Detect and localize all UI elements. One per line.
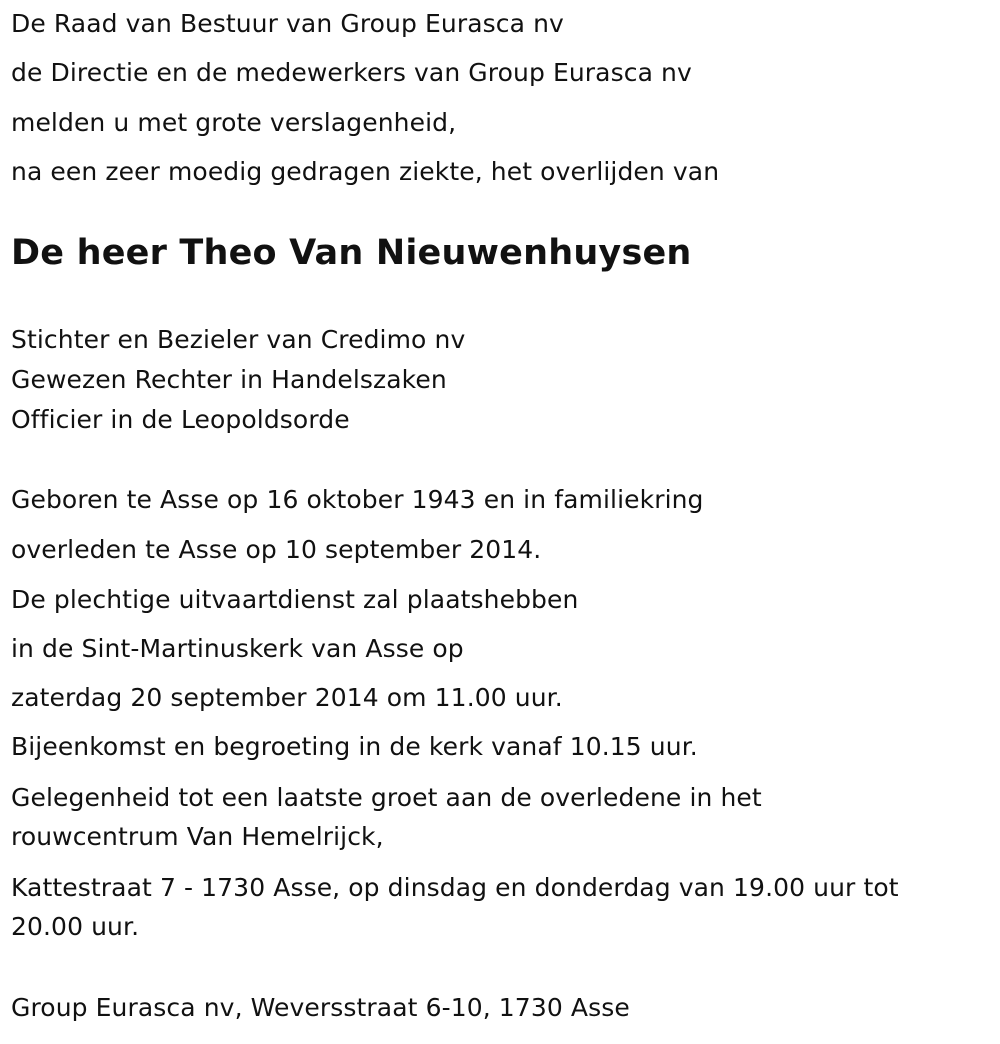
intro-line-2: de Directie en de medewerkers van Group Eurasca nv: [11, 58, 692, 87]
service-line-3: zaterdag 20 september 2014 om 11.00 uur.: [11, 683, 563, 712]
died-line: overleden te Asse op 10 september 2014.: [11, 535, 542, 564]
deceased-name: De heer Theo Van Nieuwenhuysen: [11, 233, 692, 273]
intro-line-3: melden u met grote verslagenheid,: [11, 108, 457, 137]
meeting-line: Bijeenkomst en begroeting in de kerk vanaf 10.15 uur.: [11, 732, 698, 761]
born-line: Geboren te Asse op 16 oktober 1943 en in familiekring: [11, 485, 704, 514]
intro-line-1: De Raad van Bestuur van Group Eurasca nv: [11, 9, 564, 38]
service-line-1: De plechtige uitvaartdienst zal plaatshebben: [11, 585, 579, 614]
title-line-1: Stichter en Bezieler van Credimo nv: [11, 325, 466, 354]
address-line-1: Kattestraat 7 - 1730 Asse, op dinsdag en donderdag van 19.00 uur tot: [11, 873, 899, 902]
service-line-2: in de Sint-Martinuskerk van Asse op: [11, 634, 464, 663]
title-line-2: Gewezen Rechter in Handelszaken: [11, 365, 447, 394]
farewell-line-2: rouwcentrum Van Hemelrijck,: [11, 822, 384, 851]
farewell-line-1: Gelegenheid tot een laatste groet aan de overledene in het: [11, 783, 762, 812]
footer-address: Group Eurasca nv, Weversstraat 6-10, 1730 Asse: [11, 993, 630, 1022]
address-line-2: 20.00 uur.: [11, 912, 140, 941]
intro-line-4: na een zeer moedig gedragen ziekte, het overlijden van: [11, 157, 720, 186]
title-line-3: Officier in de Leopoldsorde: [11, 405, 350, 434]
